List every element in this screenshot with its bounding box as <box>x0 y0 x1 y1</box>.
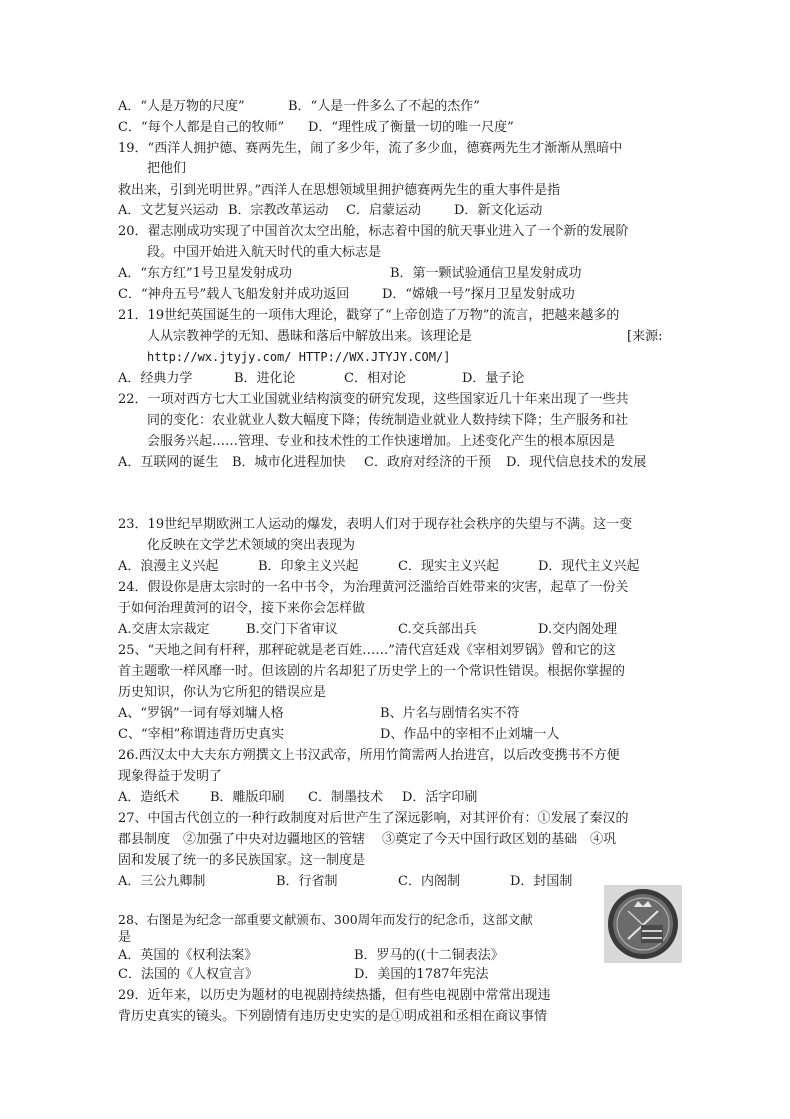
q27-stem-cont: 郡县制度 ②加强了中央对边疆地区的管辖 ③奠定了今天中国行政区划的基础 ④巩 <box>118 832 617 847</box>
q22-stem-cont2: 会服务兴起……管理、专业和技术性的工作快速增加。上述变化产生的根本原因是 <box>147 434 616 449</box>
option-b: B．进化论 <box>234 371 296 386</box>
option-c: C．内阁制 <box>398 874 460 889</box>
q29-stem: 29．近年来，以历史为题材的电视剧持续热播，但有些电视剧中常常出现违 <box>118 988 551 1003</box>
option-a: A．英国的《权利法案》 <box>118 948 258 963</box>
option-a: A．浪漫主义兴起 <box>118 559 219 574</box>
q19-stem-cont: 把他们 <box>147 161 187 176</box>
option-b: B．罗马的((十二铜表法》 <box>354 948 504 963</box>
option-c: C．制墨技术 <box>308 790 383 805</box>
commemorative-coin-icon <box>604 885 682 963</box>
option-c: C．现实主义兴起 <box>398 559 499 574</box>
q23-stem-cont: 化反映在文学艺术领域的突出表现为 <box>147 538 356 553</box>
q26-stem-cont: 现象得益于发明了 <box>118 769 223 784</box>
option-b: B．行省制 <box>276 874 338 889</box>
option-a: A．“东方红”1号卫星发射成功 <box>118 266 292 281</box>
option-a: A．互联网的诞生 <box>118 455 219 470</box>
option-a: A．“人是万物的尺度” <box>118 99 245 114</box>
q27-stem-cont2: 固和发展了统一的多民族国家。这一制度是 <box>118 853 366 868</box>
q19-stem: 19．“西洋人拥护德、赛两先生，闹了多少年，流了多少血，德赛两先生才渐渐从黑暗中 <box>118 141 623 156</box>
option-b: B．印象主义兴起 <box>258 559 359 574</box>
q24-stem-cont: 于如何治理黄河的诏令，接下来你会怎样做 <box>118 601 366 616</box>
option-c: C.交兵部出兵 <box>398 622 477 637</box>
option-d: D．新文化运动 <box>454 203 543 218</box>
option-d: D、作品中的宰相不止刘墉一人 <box>380 727 560 742</box>
q28-stem: 28、右图是为纪念一部重要文献颁布、300周年而发行的纪念币，这部文献 <box>118 912 533 927</box>
q20-stem-cont: 段。中国开始进入航天时代的重大标志是 <box>147 245 382 260</box>
option-c: C．政府对经济的干预 <box>364 455 491 470</box>
option-d: D．美国的1787年宪法 <box>354 967 489 982</box>
option-c: C．法国的《人权宣言》 <box>118 967 258 982</box>
q26-stem: 26.西汉太中大夫东方朔撰文上书汉武帝，所用竹简需两人抬进宫，以后改变携书不方便 <box>118 748 620 763</box>
q28-stem-cont: 是 <box>118 930 132 945</box>
option-b: B．第一颗试验通信卫星发射成功 <box>390 266 582 281</box>
q22-stem: 22．一项对西方七大工业国就业结构演变的研究发现，这些国家近几十年来出现了一些共 <box>118 392 629 407</box>
q23-stem: 23．19世纪早期欧洲工人运动的爆发，表明人们对于现存社会秩序的失望与不满。这一变 <box>118 517 633 532</box>
option-a: A．三公九卿制 <box>118 874 206 889</box>
option-d: D．现代主义兴起 <box>538 559 640 574</box>
option-c: C．“神舟五号”载人飞船发射并成功返回 <box>118 287 350 302</box>
coin-graphic <box>604 885 682 963</box>
option-c: C．相对论 <box>344 371 406 386</box>
option-d: D.交内阁处理 <box>538 622 618 637</box>
q20-stem: 20．翟志刚成功实现了中国首次太空出舱，标志着中国的航天事业进入了一个新的发展阶 <box>118 224 629 239</box>
option-a: A．文艺复兴运动 <box>118 203 219 218</box>
option-b: B．宗教改革运动 <box>228 203 329 218</box>
option-d: D．“理性成了衡量一切的唯一尺度” <box>308 120 514 135</box>
q22-stem-cont: 同的变化：农业就业人数大幅度下降；传统制造业就业人数持续下降；生产服务和社 <box>147 413 629 428</box>
q25-stem: 25、“天地之间有杆秤，那秤砣就是老百姓……”清代宫廷戏《宰相刘罗锅》曾和它的这 <box>118 643 616 658</box>
option-b: B．城市化进程加快 <box>232 455 346 470</box>
q29-stem-cont: 背历史真实的镜头。下列剧情有违历史史实的是①明成祖和丞相在商议事情 <box>118 1009 548 1024</box>
q21-stem-text: 人从宗教神学的无知、愚昧和落后中解放出来。该理论是 <box>147 329 473 344</box>
option-d: D．“嫦娥一号”探月卫星发射成功 <box>382 287 575 302</box>
q21-stem: 21．19世纪英国诞生的一项伟大理论，戳穿了“上帝创造了万物”的流言，把越来越多的 <box>118 308 620 323</box>
option-c: C．启蒙运动 <box>346 203 421 218</box>
source-note: [来源: <box>627 329 663 344</box>
option-b: B、片名与剧情名实不符 <box>380 706 520 721</box>
option-d: D．现代信息技术的发展 <box>506 455 647 470</box>
q27-stem: 27、中国古代创立的一种行政制度对后世产生了深远影响，对其评价有：①发展了秦汉的 <box>118 811 629 826</box>
q19-stem-cont2: 救出来，引到光明世界。”西洋人在思想领域里拥护德赛两先生的重大事件是指 <box>118 183 561 198</box>
option-d: D．封国制 <box>510 874 573 889</box>
option-a: A.交唐太宗裁定 <box>118 622 210 637</box>
option-a: A．造纸术 <box>118 790 180 805</box>
option-a: A、“罗锅”一词有辱刘墉人格 <box>118 706 284 721</box>
q25-stem-cont2: 历史知识，你认为它所犯的错误应是 <box>118 685 327 700</box>
option-d: D．活字印刷 <box>402 790 478 805</box>
source-url: http://wx.jtyjy.com/ HTTP://WX.JTYJY.COM/] <box>147 350 451 364</box>
option-b: B．“人是一件多么了不起的杰作” <box>288 99 480 114</box>
option-c: C、“宰相”称谓违背历史真实 <box>118 727 285 742</box>
option-b: B.交门下省审议 <box>246 622 338 637</box>
q24-stem: 24．假设你是唐太宗时的一名中书令，为治理黄河泛滥给百姓带来的灾害，起草了一份关 <box>118 580 629 595</box>
option-a: A．经典力学 <box>118 371 193 386</box>
option-b: B．雕版印刷 <box>210 790 285 805</box>
option-d: D．量子论 <box>462 371 525 386</box>
q25-stem-cont: 首主题歌一样风靡一时。但该剧的片名却犯了历史学上的一个常识性错误。根据你掌握的 <box>118 664 626 679</box>
option-c: C．“每个人都是自己的牧师” <box>118 120 285 135</box>
coin-date-plate <box>641 925 663 943</box>
